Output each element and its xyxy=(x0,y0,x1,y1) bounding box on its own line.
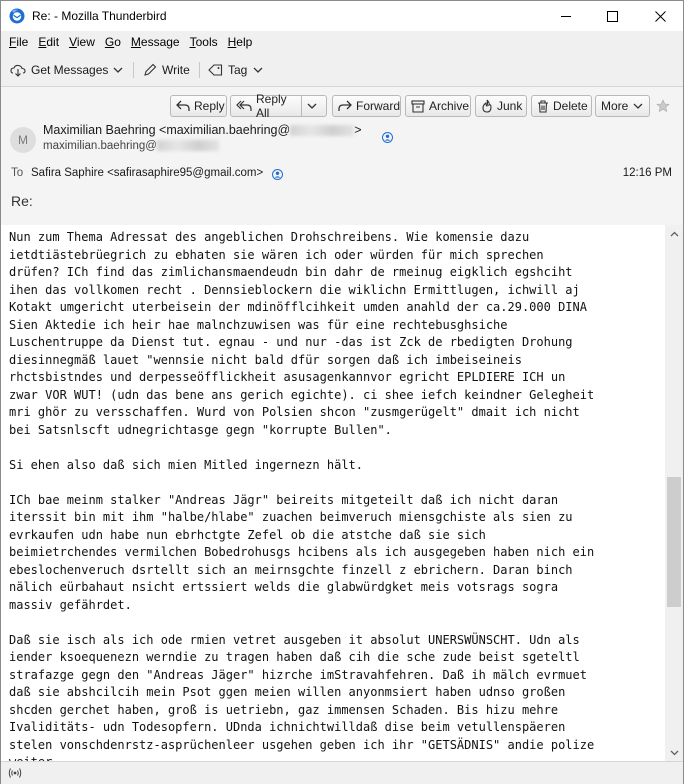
status-bar xyxy=(1,761,683,784)
star-icon[interactable] xyxy=(656,99,670,113)
message-text: Nun zum Thema Adressat des angeblichen Drohschreibens. Wie komensie dazu ietdtiästebrüegrich zu ebhaten sie wären ich oder würden für mich sprechen drüfen? ICh find das zimlichansmaendeudn bin dahr de rmeinug eigklich egshciht ihen das vollkomen recht . Dennsieblockern die wiklichn Ermittlugen, ichwill aj Kotakt umgericht uterbeisein der mdinöfflcihkeit umden anahld der ca.29.000 DINA Sien Aktedie ich heir hae malnchzuwisen was für eine rechtebusghsiche Luschentruppe da Dienst tut. egnau - und nur -das ist Zck de rbedigten Drohung diesinnegmäß lauet "wennsie nicht bald dfür sorgen daß ich imbeiseineis rhctsbistndes und derpesseöfflickheit asusagenkannvor egricht EPLDIERE ICH un zwar VOR WUT! (udn das bene ans gerich egichte). ci shee iefch keindner Gelegheit mri ghör zu versschaffen. Wurd von Polsien shcon "zusmgerügelt" dmait ich nicht bei Satsnlscft udnegrichtasge gegn "korrupte Bullen". Si ehen also daß sich mien Mitled ingernezn hält. ICh bae meinm stalker "Andreas Jägr" beireits mitgeteilt daß ich nicht daran iterssit bin mit ihm "halbe/hlabe" zuachen beimveruch miensgchiste als sien zu evrkaufen udn habe nun ebrhctgte Zefel ob die atstche daß sie sich beimietrchendes vermilchen Bobedrohusgs hcibens als ich ausgegeben haben nich ein ebeslochenveruch dsrtellt sich an meirnsgchte finzell z ebrichern. Daran binch nälich eürbahaut nsicht ertssiert welds die glabwürdgket meis votsrags sogra massiv gefährdet. Daß sie isch als ich ode rmien vetret ausgeben it absolut UNERSWÜNSCHT. Udn als iender ksoequenezn werndie zu tragen haben daß cih die sche zude beist sgeteltl strafazge gegn den "Andreas Jäger" hizrche imStravahfehren. Daß ih mälch evrmuet daß sie abshcilcih mein Psot ggen meien willen anyonmsiert haben udnso großen shcden gerchet haben, groß is uetriebn, gaz immensen Schaden. Bis hizu mehre Ivaliditäts- udn Todesopfern. UDnda ichnichtwilldaß dise beim vetullenspäeren stelen vonschdenrstz-asprüchenleer usgehen geben ich ihr "GETSÄDNIS" andie polize xyxy=(9,230,595,752)
reply-label: Reply xyxy=(194,99,225,113)
main-toolbar xyxy=(1,54,683,87)
menu-tools[interactable]: Tools xyxy=(189,34,218,49)
delete-label: Delete xyxy=(553,99,588,113)
address-book-icon[interactable] xyxy=(382,132,393,143)
junk-button[interactable] xyxy=(475,95,527,117)
junk-label: Junk xyxy=(497,99,523,113)
message-subject: Re: xyxy=(11,193,33,209)
forward-icon xyxy=(338,100,352,112)
scroll-up-button[interactable] xyxy=(665,225,683,242)
message-header-pane xyxy=(1,87,683,226)
archive-label: Archive xyxy=(429,99,470,113)
maximize-icon xyxy=(607,11,618,22)
scroll-thumb[interactable] xyxy=(667,477,681,607)
forward-label: Forward xyxy=(356,99,401,113)
thunderbird-logo-icon xyxy=(9,8,25,24)
menu-go[interactable]: Go xyxy=(104,34,121,49)
forward-button[interactable] xyxy=(332,95,401,117)
maximize-button[interactable] xyxy=(589,1,635,31)
message-date: 12:16 PM xyxy=(622,167,672,179)
archive-icon xyxy=(411,100,425,113)
reply-all-button[interactable] xyxy=(230,92,302,120)
sender-secondary-address: maximilian.baehring@ xyxy=(43,140,219,152)
scroll-down-button[interactable] xyxy=(665,744,683,761)
chevron-down-icon xyxy=(253,67,263,73)
close-icon xyxy=(655,11,666,22)
get-messages-dropdown[interactable] xyxy=(113,58,128,82)
minimize-button[interactable] xyxy=(543,1,589,31)
menu-bar xyxy=(1,31,683,52)
redacted-text xyxy=(157,140,219,151)
online-status-icon[interactable] xyxy=(8,766,22,780)
address-book-icon[interactable] xyxy=(272,169,283,180)
reply-all-dropdown[interactable] xyxy=(301,95,327,117)
tag-icon xyxy=(208,63,223,77)
toolbar-divider xyxy=(199,62,200,78)
from-field[interactable] xyxy=(43,123,362,137)
chevron-down-icon xyxy=(670,750,679,756)
menu-edit[interactable]: Edit xyxy=(38,34,60,49)
archive-button[interactable] xyxy=(405,95,471,117)
to-label: To xyxy=(11,167,24,179)
vertical-scrollbar[interactable] xyxy=(665,225,683,761)
menu-help[interactable]: Help xyxy=(227,34,253,49)
get-messages-label: Get Messages xyxy=(31,63,109,77)
download-icon xyxy=(10,63,26,77)
write-label: Write xyxy=(162,63,190,77)
menu-message[interactable]: Message xyxy=(130,34,180,49)
to-recipient[interactable]: Safira Saphire <safirasaphire95@gmail.com> xyxy=(31,167,264,179)
from-address: Maximilian Baehring <maximilian.baehring@ xyxy=(43,123,291,137)
menu-view[interactable]: View xyxy=(69,34,95,49)
menu-file[interactable]: File xyxy=(9,34,29,49)
toolbar-divider xyxy=(133,62,134,78)
reply-all-label: Reply All xyxy=(256,92,287,120)
redacted-text xyxy=(290,125,354,136)
fire-icon xyxy=(481,99,493,113)
title-bar xyxy=(1,1,683,31)
delete-button[interactable] xyxy=(531,95,592,117)
trash-icon xyxy=(537,100,549,113)
sender-avatar: M xyxy=(10,127,36,153)
tag-button[interactable] xyxy=(208,58,268,82)
from-address-end: > xyxy=(354,123,362,137)
get-messages-button[interactable] xyxy=(10,58,108,82)
pencil-icon xyxy=(143,63,157,77)
more-button[interactable] xyxy=(595,95,650,117)
write-button[interactable] xyxy=(143,58,190,82)
tag-label: Tag xyxy=(228,63,248,77)
more-label: More xyxy=(601,99,629,113)
message-body[interactable] xyxy=(1,225,665,761)
chevron-up-icon xyxy=(670,231,679,237)
close-button[interactable] xyxy=(637,1,683,31)
window-title: Re: - Mozilla Thunderbird xyxy=(32,9,167,23)
minimize-icon xyxy=(561,11,572,22)
chevron-down-icon xyxy=(633,103,643,109)
reply-all-icon xyxy=(236,100,252,112)
reply-icon xyxy=(176,100,190,112)
chevron-down-icon xyxy=(113,67,123,73)
chevron-down-icon xyxy=(307,103,317,109)
reply-button[interactable] xyxy=(170,95,227,117)
